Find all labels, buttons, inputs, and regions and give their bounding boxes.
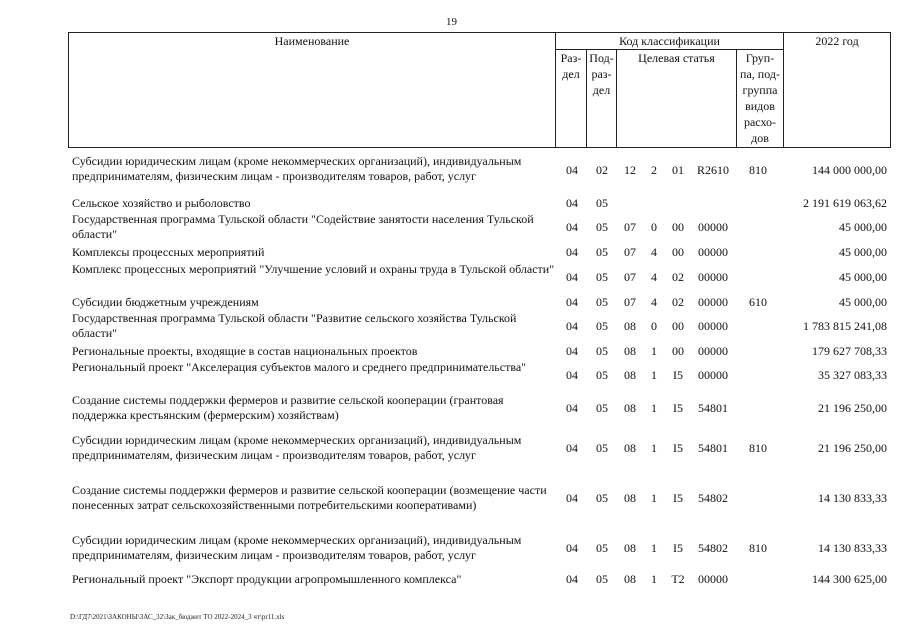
row-expense-type: 810 bbox=[749, 163, 767, 177]
row-name: Региональный проект "Экспорт продукции агропромышленного комплекса" bbox=[72, 572, 462, 586]
row-podrazdel: 05 bbox=[596, 245, 608, 259]
row-name: Региональный проект "Акселерация субъектов малого и среднего предпринимательства" bbox=[72, 360, 527, 374]
row-razdel: 04 bbox=[566, 572, 578, 586]
row-event: T2 bbox=[671, 572, 685, 586]
row-direction: 54801 bbox=[698, 441, 728, 455]
row-amount: 14 130 833,33 bbox=[818, 491, 887, 505]
row-subprogram: 0 bbox=[651, 220, 657, 234]
row-program: 12 bbox=[624, 163, 636, 177]
row-direction: 00000 bbox=[698, 368, 728, 382]
row-amount: 1 783 815 241,08 bbox=[803, 319, 887, 333]
row-program: 08 bbox=[624, 572, 636, 586]
row-event: I5 bbox=[673, 541, 683, 555]
row-event: I5 bbox=[673, 491, 683, 505]
row-direction: 00000 bbox=[698, 245, 728, 259]
row-subprogram: 1 bbox=[651, 491, 657, 505]
header-name: Наименование bbox=[69, 33, 556, 148]
row-event: I5 bbox=[673, 441, 683, 455]
header-gruppa: Груп- па, под- группа видов расхо- дов bbox=[737, 50, 784, 148]
row-amount: 45 000,00 bbox=[839, 245, 887, 259]
row-amount: 179 627 708,33 bbox=[812, 344, 887, 358]
row-name: Комплексы процессных мероприятий bbox=[72, 245, 265, 259]
row-program: 08 bbox=[624, 344, 636, 358]
row-amount: 144 300 625,00 bbox=[812, 572, 887, 586]
row-expense-type: 810 bbox=[749, 441, 767, 455]
row-name: Субсидии бюджетным учреждениям bbox=[72, 295, 259, 309]
row-direction: 54801 bbox=[698, 401, 728, 415]
row-direction: 00000 bbox=[698, 344, 728, 358]
row-podrazdel: 05 bbox=[596, 319, 608, 333]
row-subprogram: 1 bbox=[651, 441, 657, 455]
row-direction: 00000 bbox=[698, 270, 728, 284]
row-razdel: 04 bbox=[566, 220, 578, 234]
row-subprogram: 1 bbox=[651, 368, 657, 382]
row-podrazdel: 05 bbox=[596, 368, 608, 382]
row-subprogram: 4 bbox=[651, 270, 657, 284]
row-razdel: 04 bbox=[566, 295, 578, 309]
row-razdel: 04 bbox=[566, 441, 578, 455]
row-subprogram: 1 bbox=[651, 572, 657, 586]
row-name: Сельское хозяйство и рыболовство bbox=[72, 196, 251, 210]
row-razdel: 04 bbox=[566, 368, 578, 382]
row-razdel: 04 bbox=[566, 163, 578, 177]
row-podrazdel: 05 bbox=[596, 270, 608, 284]
row-razdel: 04 bbox=[566, 344, 578, 358]
row-name: Субсидии юридическим лицам (кроме некоммерческих организаций), индивидуальным предпринимателям, физическим лицам - производителям товаров, работ, услуг bbox=[72, 533, 522, 562]
row-amount: 45 000,00 bbox=[839, 270, 887, 284]
row-amount: 2 191 619 063,62 bbox=[803, 196, 887, 210]
row-podrazdel: 05 bbox=[596, 541, 608, 555]
row-podrazdel: 05 bbox=[596, 491, 608, 505]
row-name: Субсидии юридическим лицам (кроме некоммерческих организаций), индивидуальным предпринимателям, физическим лицам - производителям товаров, работ, услуг bbox=[72, 154, 522, 183]
row-expense-type: 610 bbox=[749, 295, 767, 309]
row-name: Субсидии юридическим лицам (кроме некоммерческих организаций), индивидуальным предпринимателям, физическим лицам - производителям товаров, работ, услуг bbox=[72, 433, 522, 462]
row-subprogram: 1 bbox=[651, 541, 657, 555]
row-direction: 54802 bbox=[698, 541, 728, 555]
row-direction: 00000 bbox=[698, 295, 728, 309]
row-amount: 21 196 250,00 bbox=[818, 441, 887, 455]
row-direction: 54802 bbox=[698, 491, 728, 505]
row-event: 00 bbox=[672, 245, 684, 259]
row-subprogram: 4 bbox=[651, 245, 657, 259]
row-subprogram: 2 bbox=[651, 163, 657, 177]
row-event: I5 bbox=[673, 401, 683, 415]
row-amount: 45 000,00 bbox=[839, 295, 887, 309]
row-subprogram: 0 bbox=[651, 319, 657, 333]
header-classification: Код классификации bbox=[556, 33, 784, 50]
row-event: 01 bbox=[672, 163, 684, 177]
row-amount: 14 130 833,33 bbox=[818, 541, 887, 555]
row-direction: 00000 bbox=[698, 572, 728, 586]
page-number: 19 bbox=[446, 16, 457, 28]
row-name: Создание системы поддержки фермеров и развитие сельской кооперации (возмещение части понесенных затрат сельскохозяйственными потребительскими кооперативами) bbox=[72, 483, 547, 512]
row-razdel: 04 bbox=[566, 319, 578, 333]
row-event: 00 bbox=[672, 220, 684, 234]
row-razdel: 04 bbox=[566, 245, 578, 259]
row-direction: 00000 bbox=[698, 220, 728, 234]
row-razdel: 04 bbox=[566, 196, 578, 210]
row-amount: 35 327 083,33 bbox=[818, 368, 887, 382]
row-event: 00 bbox=[672, 319, 684, 333]
row-subprogram: 1 bbox=[651, 401, 657, 415]
row-podrazdel: 05 bbox=[596, 344, 608, 358]
header-year: 2022 год bbox=[784, 33, 891, 148]
row-podrazdel: 05 bbox=[596, 572, 608, 586]
row-event: I5 bbox=[673, 368, 683, 382]
row-expense-type: 810 bbox=[749, 541, 767, 555]
row-program: 08 bbox=[624, 368, 636, 382]
row-program: 08 bbox=[624, 491, 636, 505]
row-razdel: 04 bbox=[566, 270, 578, 284]
row-program: 07 bbox=[624, 295, 636, 309]
row-program: 08 bbox=[624, 441, 636, 455]
row-program: 08 bbox=[624, 541, 636, 555]
row-podrazdel: 05 bbox=[596, 196, 608, 210]
row-name: Государственная программа Тульской области "Развитие сельского хозяйства Тульской области" bbox=[72, 311, 517, 340]
row-subprogram: 1 bbox=[651, 344, 657, 358]
row-direction: R2610 bbox=[696, 163, 729, 177]
row-program: 07 bbox=[624, 270, 636, 284]
row-direction: 00000 bbox=[698, 319, 728, 333]
row-razdel: 04 bbox=[566, 491, 578, 505]
row-podrazdel: 05 bbox=[596, 220, 608, 234]
row-name: Региональные проекты, входящие в состав национальных проектов bbox=[72, 344, 418, 358]
row-podrazdel: 05 bbox=[596, 295, 608, 309]
row-name: Государственная программа Тульской области "Содействие занятости населения Тульской области" bbox=[72, 212, 534, 241]
row-podrazdel: 05 bbox=[596, 441, 608, 455]
row-razdel: 04 bbox=[566, 401, 578, 415]
row-subprogram: 4 bbox=[651, 295, 657, 309]
row-podrazdel: 05 bbox=[596, 401, 608, 415]
row-name: Создание системы поддержки фермеров и развитие сельской кооперации (грантовая поддержка крестьянским (фермерским) хозяйствам) bbox=[72, 393, 504, 422]
row-amount: 45 000,00 bbox=[839, 220, 887, 234]
row-razdel: 04 bbox=[566, 541, 578, 555]
row-program: 07 bbox=[624, 220, 636, 234]
row-program: 08 bbox=[624, 401, 636, 415]
row-program: 08 bbox=[624, 319, 636, 333]
header-podrazdel: Под- раз- дел bbox=[587, 50, 617, 148]
row-podrazdel: 02 bbox=[596, 163, 608, 177]
row-amount: 144 000 000,00 bbox=[812, 163, 887, 177]
row-program: 07 bbox=[624, 245, 636, 259]
header-tselevaya: Целевая статья bbox=[617, 50, 737, 148]
row-amount: 21 196 250,00 bbox=[818, 401, 887, 415]
file-path-footer: D:\ГД7\2021\ЗАКОНЫ\ЗАС_32\Зак_бюджет ТО 2022-2024_3 чт\рr11.xls bbox=[70, 613, 285, 621]
row-event: 00 bbox=[672, 344, 684, 358]
row-event: 02 bbox=[672, 270, 684, 284]
row-event: 02 bbox=[672, 295, 684, 309]
row-name: Комплекс процессных мероприятий "Улучшение условий и охраны труда в Тульской области" bbox=[72, 262, 555, 276]
header-razdel: Раз- дел bbox=[556, 50, 587, 148]
